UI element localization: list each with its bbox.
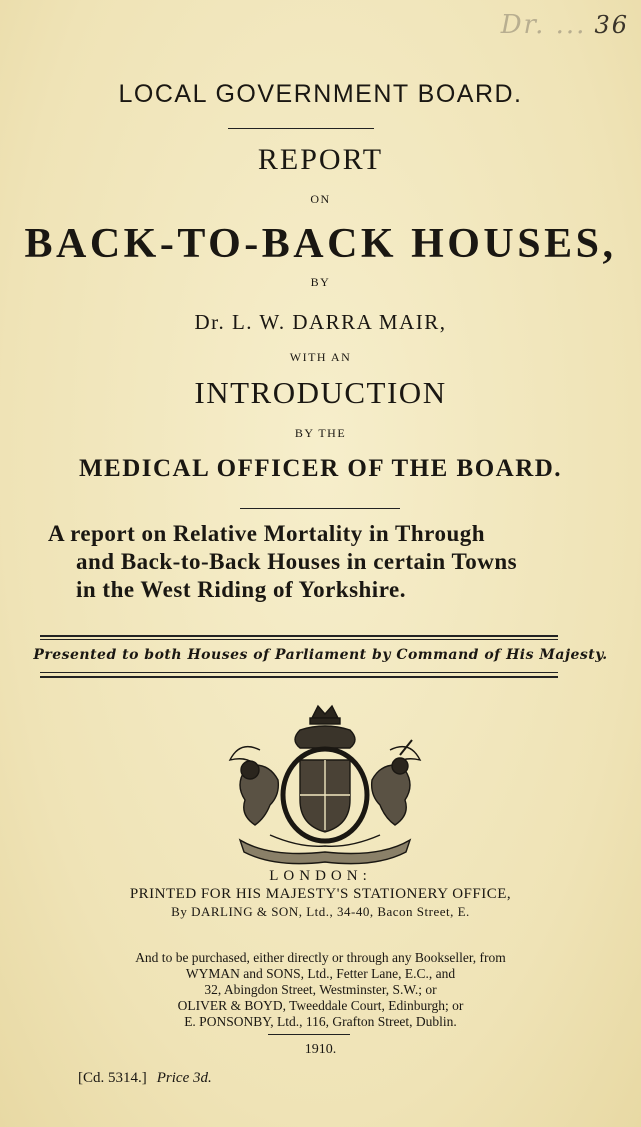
handwritten-annotation [501,10,629,40]
printed-for-line: PRINTED FOR HIS MAJESTY'S STATIONERY OFFICE, [129,886,512,902]
annotation-number: 36 [594,11,629,39]
by-text: BY [310,275,331,289]
publication-year: 1910. [304,1042,337,1057]
divider-rule [228,128,374,129]
command-number: [Cd. 5314.] [78,1070,147,1086]
on-text: ON [310,192,331,206]
board-heading: LOCAL GOVERNMENT BOARD. [118,80,523,108]
author-name: Dr. L. W. DARRA MAIR, [194,310,447,334]
description-line: A report on Relative Mortality in Through [48,521,486,546]
sold-line: OLIVER & BOYD, Tweeddale Court, Edinburgh; or [177,998,464,1013]
royal-coat-of-arms [200,700,450,868]
bookseller-info [0,950,641,1030]
sold-line: And to be purchased, either directly or through any Bookseller, from [135,950,506,965]
with-an-text: WITH AN [289,350,352,364]
printer-info [0,886,641,920]
by-the-text: BY THE [294,426,347,440]
printed-by-line: By DARLING & SON, Ltd., 34-40, Bacon Street, E. [171,904,470,919]
presented-notice: Presented to both Houses of Parliament by Command of His Majesty. [33,647,608,663]
divider-rule [240,508,400,509]
presented-bottom-rule [40,672,558,673]
presented-top-rule-thin [40,639,558,640]
divider-rule [268,1034,350,1035]
description-line: and Back-to-Back Houses in certain Towns [76,549,518,574]
description-line: in the West Riding of Yorkshire. [76,577,406,602]
london-heading: LONDON: [269,868,372,884]
command-paper-info [78,1070,212,1087]
medical-officer-heading: MEDICAL OFFICER OF THE BOARD. [78,455,563,482]
price-text: Price 3d. [156,1070,212,1086]
sold-line: E. PONSONBY, Ltd., 116, Grafton Street, Dublin. [184,1014,457,1029]
sold-line: 32, Abingdon Street, Westminster, S.W.; or [204,982,437,997]
document-title: BACK-TO-BACK HOUSES, [24,221,617,267]
presented-top-rule [40,635,558,637]
annotation-scribble: Dr. ... [500,10,587,40]
report-description [48,520,608,604]
sold-line: WYMAN and SONS, Ltd., Fetter Lane, E.C., and [185,966,456,981]
introduction-heading: INTRODUCTION [194,375,447,410]
presented-bottom-rule-thick [40,676,558,678]
report-heading: REPORT [257,143,384,176]
